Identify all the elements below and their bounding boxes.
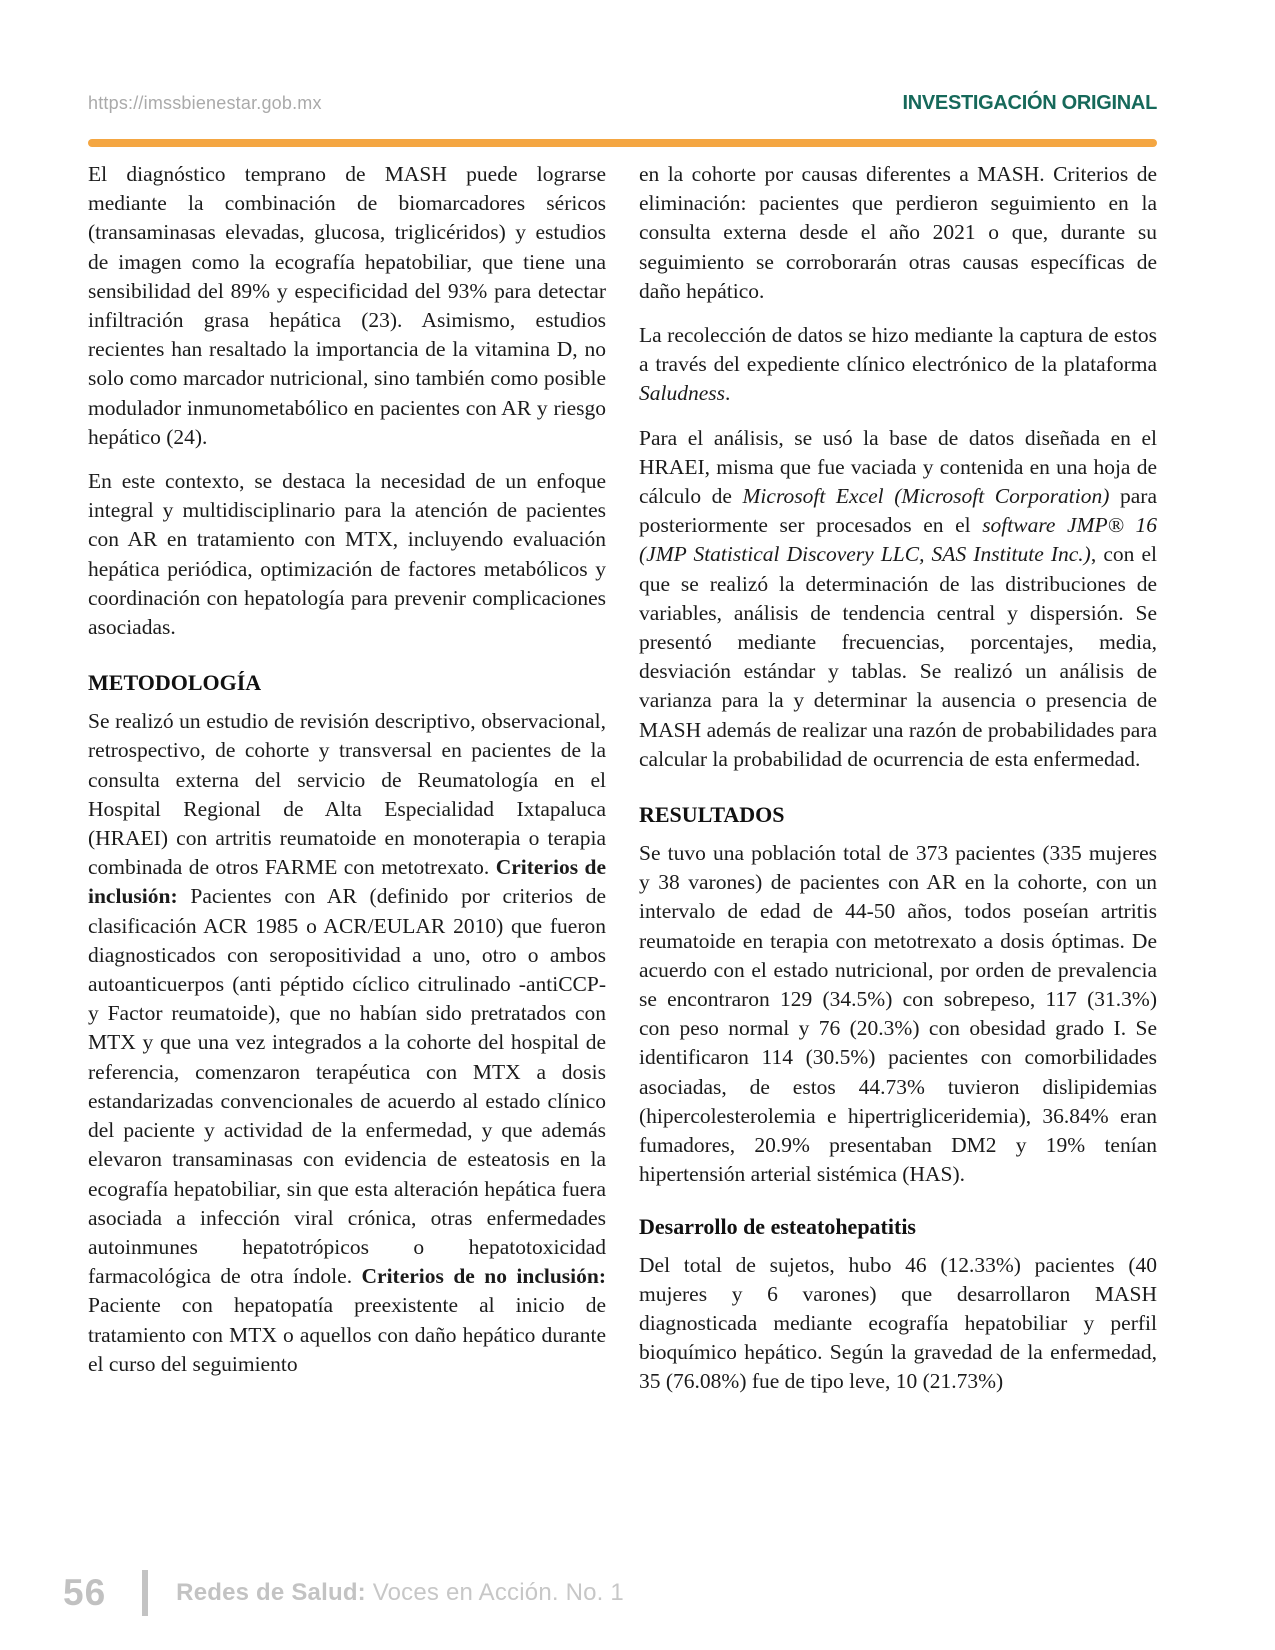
body-paragraph xyxy=(639,1251,1157,1397)
body-paragraph xyxy=(639,321,1157,409)
text-run: En este contexto, se destaca la necesidad de un enfoque integral y multidisciplinario para la atención de pacientes con AR en tratamiento con MTX, incluyendo evaluación hepática periódica, optimización de factores metabólicos y coordinación con hepatología para prevenir complicaciones asociadas. xyxy=(88,469,606,640)
body-paragraph xyxy=(88,467,606,642)
journal-title-bold: Redes de Salud: xyxy=(176,1579,366,1606)
section-heading xyxy=(88,668,606,697)
text-run: Del total de sujetos, hubo 46 (12.33%) pacientes (40 mujeres y 6 varones) que desarrollaron MASH diagnosticada mediante ecografía hepatobiliar y perfil bioquímico hepático. Según la gravedad de la enfermedad, 35 (76.08%) fue de tipo leve, 10 (21.73%) xyxy=(639,1252,1157,1394)
body-paragraph xyxy=(639,160,1157,306)
text-run: Criterios de no inclusión: xyxy=(361,1264,606,1289)
journal-title xyxy=(176,1579,624,1607)
body-paragraph xyxy=(88,707,606,1379)
text-run: Se realizó un estudio de revisión descriptivo, observacional, retrospectivo, de cohorte y transversal en pacientes de la consulta externa del servicio de Reumatología en el Hospital Regional de Alta Especialidad Ixtapaluca (HRAEI) con artritis reumatoide en monoterapia o terapia combinada de otros FARME con metotrexato. xyxy=(88,709,606,880)
text-run: Saludness xyxy=(639,381,725,406)
body-paragraph xyxy=(639,839,1157,1189)
page-footer xyxy=(63,1566,624,1620)
page-number: 56 xyxy=(63,1572,107,1613)
text-run: Criterios de inclusión: xyxy=(88,855,606,909)
text-run: . xyxy=(725,381,731,406)
section-label: INVESTIGACIÓN ORIGINAL xyxy=(902,92,1157,114)
text-run: en la cohorte por causas diferentes a MASH. Criterios de eliminación: pacientes que perdieron seguimiento en la consulta externa desde el año 2021 o que, durante su seguimiento se corroborarán otras causas específicas de daño hepático. xyxy=(639,162,1157,303)
footer-divider xyxy=(142,1570,148,1616)
text-run: Se tuvo una población total de 373 pacientes (335 mujeres y 38 varones) de pacientes con AR en la cohorte, con un intervalo de edad de 44-50 años, todos poseían artritis reumatoide en terapia con metotrexato a dosis óptimas. De acuerdo con el estado nutricional, por orden de prevalencia se encontraron 129 (34.5%) con sobrepeso, 117 (31.3%) con peso normal y 76 (20.3%) con obesidad grado I. Se identificaron 114 (30.5%) pacientes con comorbilidades asociadas, de estos 44.73% tuvieron dislipidemias (hipercolesterolemia e hipertrigliceridemia), 36.84% eran fumadores, 20.9% presentaban DM2 y 19% tenían hipertensión arterial sistémica (HAS). xyxy=(639,841,1157,1187)
text-run: , con el que se realizó la determinación de las distribuciones de variables, análisis de tendencia central y dispersión. Se presentó mediante frecuencias, porcentajes, media, desviación estándar y tablas. Se realizó un análisis de varianza para la y determinar la ausencia o presencia de MASH además de realizar una razón de probabilidades para calcular la probabilidad de ocurrencia de esta enfermedad. xyxy=(639,542,1158,771)
text-run: METODOLOGÍA xyxy=(88,670,262,696)
text-run: Microsoft Excel (Microsoft Corporation) xyxy=(742,484,1110,509)
left-column xyxy=(88,160,606,1412)
text-run: RESULTADOS xyxy=(639,802,785,828)
text-run: Paciente con hepatopatía preexistente al inicio de tratamiento con MTX o aquellos con daño hepático durante el curso del seguimiento xyxy=(88,1293,606,1376)
header-rule xyxy=(88,139,1157,147)
text-run: Para el análisis, se usó la base de datos diseñada en el HRAEI, misma que fue vaciada y contenida en una hoja de cálculo de xyxy=(639,425,1157,509)
text-run: Pacientes con AR (definido por criterios de clasificación ACR 1985 o ACR/EULAR 2010) que fueron diagnosticados con seropositividad a uno, otro o ambos autoanticuerpos (anti péptido cíclico citrulinado -antiCCP- y Factor reumatoide), que no habían sido pretratados con MTX y que una vez integrados a la cohorte del hospital de referencia, comenzaron terapéutica con MTX a dosis estandarizadas convencionales de acuerdo al estado clínico del paciente y actividad de la enfermedad, y que además elevaron transaminasas con evidencia de esteatosis en la ecografía hepatobiliar, sin que esta alteración hepática fuera asociada a infección viral crónica, otras enfermedades autoinmunes hepatotrópicos o hepatotoxicidad farmacológica de otra índole. xyxy=(88,884,606,1289)
source-url-link[interactable]: https://imssbienestar.gob.mx xyxy=(88,93,322,113)
page-header xyxy=(88,92,1157,115)
right-column xyxy=(639,160,1157,1412)
subsection-heading xyxy=(639,1212,1157,1241)
text-run: Desarrollo de esteatohepatitis xyxy=(639,1213,916,1239)
article-body xyxy=(88,160,1157,1412)
text-run: El diagnóstico temprano de MASH puede lograrse mediante la combinación de biomarcadores séricos (transaminasas elevadas, glucosa, triglicéridos) y estudios de imagen como la ecografía hepatobiliar, que tiene una sensibilidad del 89% y especificidad del 93% para detectar infiltración grasa hepática (23). Asimismo, estudios recientes han resaltado la importancia de la vitamina D, no solo como marcador nutricional, sino también como posible modulador inmunometabólico en pacientes con AR y riesgo hepático (24). xyxy=(88,162,606,449)
text-run: La recolección de datos se hizo mediante la captura de estos a través del expediente clínico electrónico de la plataforma xyxy=(639,323,1157,377)
section-heading xyxy=(639,800,1157,829)
text-run: software JMP® 16 (JMP Statistical Discovery LLC, SAS Institute Inc.) xyxy=(639,513,1158,567)
journal-title-rest: Voces en Acción. No. 1 xyxy=(365,1579,624,1606)
text-run: para posteriormente ser procesados en el xyxy=(639,484,1157,538)
body-paragraph xyxy=(639,424,1157,774)
body-paragraph xyxy=(88,160,606,452)
